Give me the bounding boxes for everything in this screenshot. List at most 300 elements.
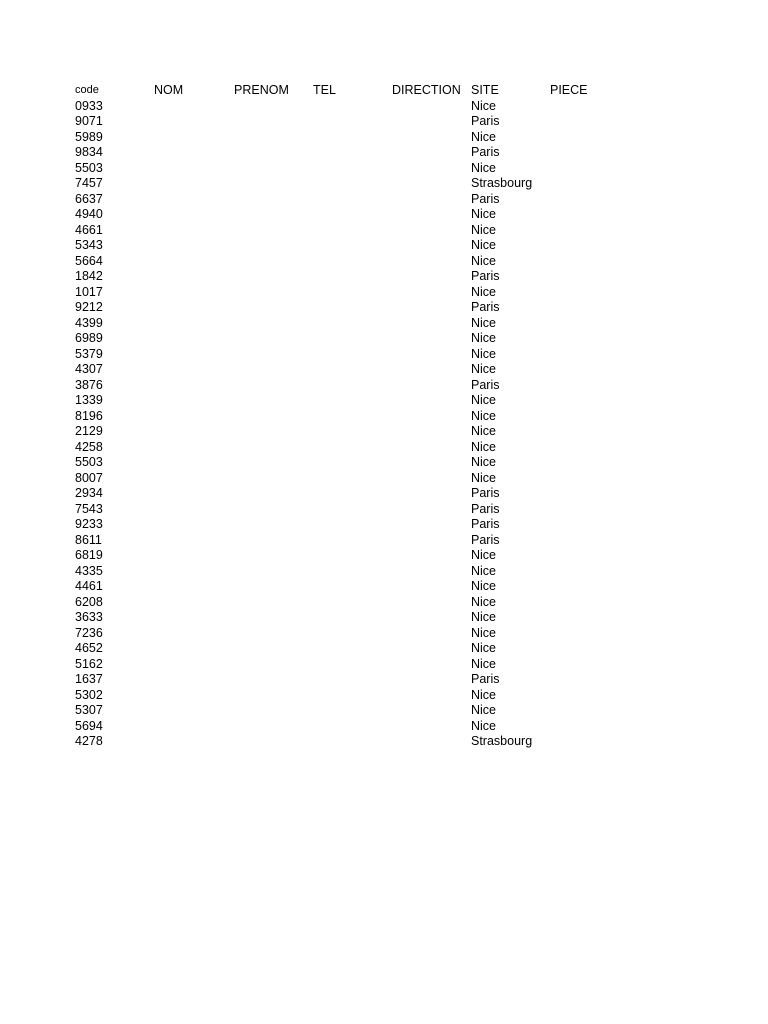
table-row — [71, 238, 625, 254]
cell-tel — [309, 734, 388, 750]
cell-tel — [309, 378, 388, 394]
cell-site: Nice — [471, 408, 497, 423]
cell-direction — [388, 114, 467, 130]
cell-direction — [388, 176, 467, 192]
cell-site: Nice — [471, 207, 497, 221]
cell-direction — [388, 471, 467, 487]
cell-piece — [546, 626, 625, 642]
cell-site: Paris — [471, 532, 500, 547]
cell-site: Nice — [471, 424, 497, 438]
cell-direction — [388, 548, 467, 564]
cell-site: Paris — [471, 377, 500, 392]
cell-prenom — [230, 703, 309, 719]
table-row — [71, 347, 625, 363]
cell-nom — [150, 285, 230, 301]
cell-nom — [150, 207, 230, 223]
cell-tel — [309, 285, 388, 301]
cell-prenom — [230, 409, 309, 425]
cell-tel — [309, 455, 388, 471]
column-header-nom: NOM — [154, 83, 184, 97]
cell-direction — [388, 130, 467, 146]
cell-site: Nice — [471, 703, 497, 717]
cell-prenom — [230, 347, 309, 363]
column-header-code: code — [75, 84, 99, 96]
cell-direction — [388, 347, 467, 363]
cell-direction — [388, 517, 467, 533]
cell-site: Nice — [471, 718, 497, 733]
column-header-prenom: PRENOM — [234, 83, 289, 97]
cell-nom — [150, 502, 230, 518]
cell-piece — [546, 378, 625, 394]
cell-nom — [150, 130, 230, 146]
cell-site: Nice — [471, 315, 497, 330]
cell-piece — [546, 331, 625, 347]
cell-tel — [309, 517, 388, 533]
table-row — [71, 161, 625, 177]
cell-site: Nice — [471, 579, 497, 593]
cell-piece — [546, 161, 625, 177]
cell-code: 4661 — [75, 222, 103, 237]
cell-code: 6989 — [75, 331, 103, 345]
cell-nom — [150, 223, 230, 239]
cell-site: Strasbourg — [471, 176, 533, 190]
cell-piece — [546, 285, 625, 301]
cell-code: 8196 — [75, 408, 103, 423]
table-row — [71, 409, 625, 425]
cell-nom — [150, 626, 230, 642]
cell-direction — [388, 486, 467, 502]
cell-tel — [309, 610, 388, 626]
table-row — [71, 207, 625, 223]
cell-piece — [546, 424, 625, 440]
cell-prenom — [230, 548, 309, 564]
cell-prenom — [230, 533, 309, 549]
cell-direction — [388, 657, 467, 673]
cell-piece — [546, 223, 625, 239]
cell-piece — [546, 300, 625, 316]
table-row — [71, 502, 625, 518]
cell-code: 2129 — [75, 424, 103, 438]
cell-prenom — [230, 579, 309, 595]
cell-nom — [150, 703, 230, 719]
cell-site: Nice — [471, 470, 497, 485]
cell-nom — [150, 331, 230, 347]
cell-code: 4461 — [75, 579, 103, 593]
cell-tel — [309, 595, 388, 611]
cell-tel — [309, 393, 388, 409]
cell-code: 9233 — [75, 517, 103, 531]
cell-direction — [388, 719, 467, 735]
cell-prenom — [230, 672, 309, 688]
cell-site: Nice — [471, 393, 497, 407]
cell-direction — [388, 502, 467, 518]
cell-piece — [546, 192, 625, 208]
cell-piece — [546, 114, 625, 130]
cell-nom — [150, 145, 230, 161]
cell-piece — [546, 734, 625, 750]
cell-direction — [388, 393, 467, 409]
table-row — [71, 533, 625, 549]
cell-direction — [388, 300, 467, 316]
cell-site: Nice — [471, 641, 497, 655]
cell-prenom — [230, 362, 309, 378]
cell-direction — [388, 440, 467, 456]
cell-piece — [546, 254, 625, 270]
cell-piece — [546, 130, 625, 146]
cell-tel — [309, 486, 388, 502]
cell-code: 7457 — [75, 176, 103, 190]
cell-prenom — [230, 657, 309, 673]
cell-nom — [150, 316, 230, 332]
cell-direction — [388, 409, 467, 425]
table-row — [71, 393, 625, 409]
cell-tel — [309, 362, 388, 378]
cell-tel — [309, 99, 388, 115]
table-row — [71, 176, 625, 192]
table-row — [71, 579, 625, 595]
cell-site: Nice — [471, 455, 497, 469]
cell-nom — [150, 114, 230, 130]
cell-tel — [309, 626, 388, 642]
table-row — [71, 548, 625, 564]
cell-prenom — [230, 517, 309, 533]
cell-tel — [309, 300, 388, 316]
cell-nom — [150, 409, 230, 425]
cell-piece — [546, 641, 625, 657]
cell-code: 6819 — [75, 548, 103, 562]
cell-prenom — [230, 238, 309, 254]
cell-nom — [150, 657, 230, 673]
cell-code: 4940 — [75, 207, 103, 221]
cell-code: 4307 — [75, 362, 103, 376]
cell-direction — [388, 626, 467, 642]
column-header-tel: TEL — [313, 83, 336, 97]
cell-direction — [388, 564, 467, 580]
cell-piece — [546, 238, 625, 254]
cell-prenom — [230, 471, 309, 487]
cell-code: 3633 — [75, 610, 103, 624]
table-row — [71, 362, 625, 378]
cell-site: Nice — [471, 284, 497, 299]
cell-nom — [150, 486, 230, 502]
table-row — [71, 424, 625, 440]
cell-code: 5307 — [75, 703, 103, 717]
cell-nom — [150, 610, 230, 626]
cell-prenom — [230, 176, 309, 192]
cell-nom — [150, 378, 230, 394]
cell-tel — [309, 316, 388, 332]
cell-tel — [309, 114, 388, 130]
cell-site: Nice — [471, 656, 497, 671]
cell-piece — [546, 440, 625, 456]
cell-piece — [546, 548, 625, 564]
table-row — [71, 254, 625, 270]
cell-site: Nice — [471, 331, 497, 345]
cell-code: 1842 — [75, 269, 103, 283]
cell-prenom — [230, 595, 309, 611]
cell-code: 0933 — [75, 98, 103, 113]
cell-site: Paris — [471, 501, 500, 516]
cell-nom — [150, 269, 230, 285]
table-row — [71, 734, 625, 750]
cell-prenom — [230, 378, 309, 394]
column-header-site: SITE — [471, 83, 499, 97]
table-row — [71, 223, 625, 239]
cell-tel — [309, 161, 388, 177]
cell-site: Nice — [471, 238, 497, 252]
cell-direction — [388, 192, 467, 208]
cell-prenom — [230, 254, 309, 270]
cell-prenom — [230, 145, 309, 161]
cell-tel — [309, 440, 388, 456]
table-row — [71, 672, 625, 688]
table-row — [71, 641, 625, 657]
cell-tel — [309, 331, 388, 347]
table-body — [71, 99, 625, 750]
cell-tel — [309, 471, 388, 487]
cell-tel — [309, 347, 388, 363]
cell-direction — [388, 641, 467, 657]
cell-nom — [150, 161, 230, 177]
cell-prenom — [230, 564, 309, 580]
cell-prenom — [230, 114, 309, 130]
cell-nom — [150, 517, 230, 533]
cell-piece — [546, 595, 625, 611]
cell-site: Nice — [471, 362, 497, 376]
cell-prenom — [230, 626, 309, 642]
cell-nom — [150, 254, 230, 270]
cell-site: Nice — [471, 594, 497, 609]
cell-tel — [309, 176, 388, 192]
cell-code: 9071 — [75, 114, 103, 128]
cell-tel — [309, 641, 388, 657]
cell-site: Nice — [471, 253, 497, 268]
cell-piece — [546, 316, 625, 332]
cell-tel — [309, 424, 388, 440]
cell-code: 9834 — [75, 145, 103, 159]
table-row — [71, 192, 625, 208]
table-row — [71, 455, 625, 471]
cell-code: 5503 — [75, 455, 103, 469]
cell-code: 1339 — [75, 393, 103, 407]
cell-direction — [388, 254, 467, 270]
cell-prenom — [230, 331, 309, 347]
cell-piece — [546, 409, 625, 425]
cell-nom — [150, 362, 230, 378]
table-row — [71, 316, 625, 332]
table-row — [71, 130, 625, 146]
cell-direction — [388, 595, 467, 611]
cell-code: 4258 — [75, 439, 103, 454]
cell-code: 3876 — [75, 377, 103, 392]
cell-piece — [546, 393, 625, 409]
cell-piece — [546, 517, 625, 533]
cell-tel — [309, 254, 388, 270]
cell-code: 5162 — [75, 656, 103, 671]
cell-site: Nice — [471, 129, 497, 144]
cell-site: Nice — [471, 98, 497, 113]
cell-tel — [309, 703, 388, 719]
cell-code: 8007 — [75, 470, 103, 485]
cell-code: 5694 — [75, 718, 103, 733]
cell-code: 8611 — [75, 532, 102, 547]
cell-nom — [150, 641, 230, 657]
cell-piece — [546, 471, 625, 487]
cell-direction — [388, 362, 467, 378]
cell-tel — [309, 579, 388, 595]
cell-prenom — [230, 130, 309, 146]
cell-piece — [546, 145, 625, 161]
cell-tel — [309, 223, 388, 239]
cell-piece — [546, 672, 625, 688]
cell-nom — [150, 579, 230, 595]
cell-prenom — [230, 285, 309, 301]
cell-prenom — [230, 502, 309, 518]
cell-direction — [388, 331, 467, 347]
cell-direction — [388, 672, 467, 688]
table-row — [71, 378, 625, 394]
cell-site: Nice — [471, 160, 497, 175]
cell-tel — [309, 564, 388, 580]
cell-tel — [309, 409, 388, 425]
cell-piece — [546, 719, 625, 735]
cell-site: Strasbourg — [471, 734, 533, 748]
cell-code: 5302 — [75, 687, 103, 702]
cell-site: Nice — [471, 563, 497, 578]
table-row — [71, 564, 625, 580]
cell-code: 6637 — [75, 191, 103, 206]
cell-nom — [150, 238, 230, 254]
cell-prenom — [230, 269, 309, 285]
cell-nom — [150, 719, 230, 735]
cell-site: Nice — [471, 548, 497, 562]
cell-piece — [546, 657, 625, 673]
cell-tel — [309, 130, 388, 146]
cell-direction — [388, 269, 467, 285]
cell-code: 2934 — [75, 486, 103, 500]
cell-tel — [309, 533, 388, 549]
table-row — [71, 440, 625, 456]
cell-nom — [150, 393, 230, 409]
cell-code: 5989 — [75, 129, 103, 144]
cell-code: 5343 — [75, 238, 103, 252]
table-row — [71, 145, 625, 161]
cell-direction — [388, 145, 467, 161]
cell-piece — [546, 455, 625, 471]
cell-code: 4652 — [75, 641, 103, 655]
cell-tel — [309, 502, 388, 518]
cell-piece — [546, 207, 625, 223]
table-row — [71, 486, 625, 502]
cell-piece — [546, 502, 625, 518]
table-row — [71, 626, 625, 642]
cell-code: 5503 — [75, 160, 103, 175]
table-row — [71, 285, 625, 301]
cell-site: Nice — [471, 222, 497, 237]
table-row — [71, 99, 625, 115]
cell-nom — [150, 548, 230, 564]
cell-direction — [388, 161, 467, 177]
cell-site: Paris — [471, 191, 500, 206]
cell-nom — [150, 424, 230, 440]
cell-direction — [388, 688, 467, 704]
cell-nom — [150, 734, 230, 750]
cell-piece — [546, 688, 625, 704]
table-row — [71, 610, 625, 626]
cell-tel — [309, 192, 388, 208]
cell-tel — [309, 672, 388, 688]
table-row — [71, 517, 625, 533]
cell-prenom — [230, 161, 309, 177]
cell-site: Paris — [471, 486, 500, 500]
cell-code: 1017 — [75, 284, 103, 299]
cell-direction — [388, 703, 467, 719]
cell-prenom — [230, 300, 309, 316]
cell-tel — [309, 269, 388, 285]
cell-piece — [546, 610, 625, 626]
cell-direction — [388, 285, 467, 301]
cell-code: 7236 — [75, 625, 103, 640]
table-row — [71, 719, 625, 735]
cell-tel — [309, 719, 388, 735]
cell-prenom — [230, 99, 309, 115]
cell-code: 4335 — [75, 563, 103, 578]
cell-code: 1637 — [75, 672, 103, 686]
cell-piece — [546, 269, 625, 285]
cell-nom — [150, 99, 230, 115]
cell-site: Paris — [471, 269, 500, 283]
cell-prenom — [230, 440, 309, 456]
cell-code: 4399 — [75, 315, 103, 330]
cell-prenom — [230, 688, 309, 704]
cell-piece — [546, 703, 625, 719]
table-row — [71, 300, 625, 316]
cell-site: Nice — [471, 610, 497, 624]
cell-site: Paris — [471, 114, 500, 128]
cell-nom — [150, 471, 230, 487]
cell-prenom — [230, 223, 309, 239]
cell-piece — [546, 176, 625, 192]
cell-prenom — [230, 610, 309, 626]
cell-nom — [150, 300, 230, 316]
cell-direction — [388, 424, 467, 440]
cell-tel — [309, 145, 388, 161]
cell-tel — [309, 548, 388, 564]
cell-piece — [546, 579, 625, 595]
cell-prenom — [230, 455, 309, 471]
cell-nom — [150, 455, 230, 471]
cell-site: Nice — [471, 346, 497, 361]
cell-direction — [388, 207, 467, 223]
cell-direction — [388, 734, 467, 750]
cell-prenom — [230, 424, 309, 440]
cell-nom — [150, 688, 230, 704]
cell-prenom — [230, 192, 309, 208]
cell-nom — [150, 533, 230, 549]
table-row — [71, 703, 625, 719]
table-row — [71, 114, 625, 130]
cell-direction — [388, 533, 467, 549]
cell-site: Nice — [471, 625, 497, 640]
cell-prenom — [230, 393, 309, 409]
cell-direction — [388, 579, 467, 595]
table-row — [71, 331, 625, 347]
cell-piece — [546, 564, 625, 580]
cell-nom — [150, 672, 230, 688]
column-header-direction: DIRECTION — [392, 83, 461, 97]
cell-prenom — [230, 734, 309, 750]
table-row — [71, 688, 625, 704]
